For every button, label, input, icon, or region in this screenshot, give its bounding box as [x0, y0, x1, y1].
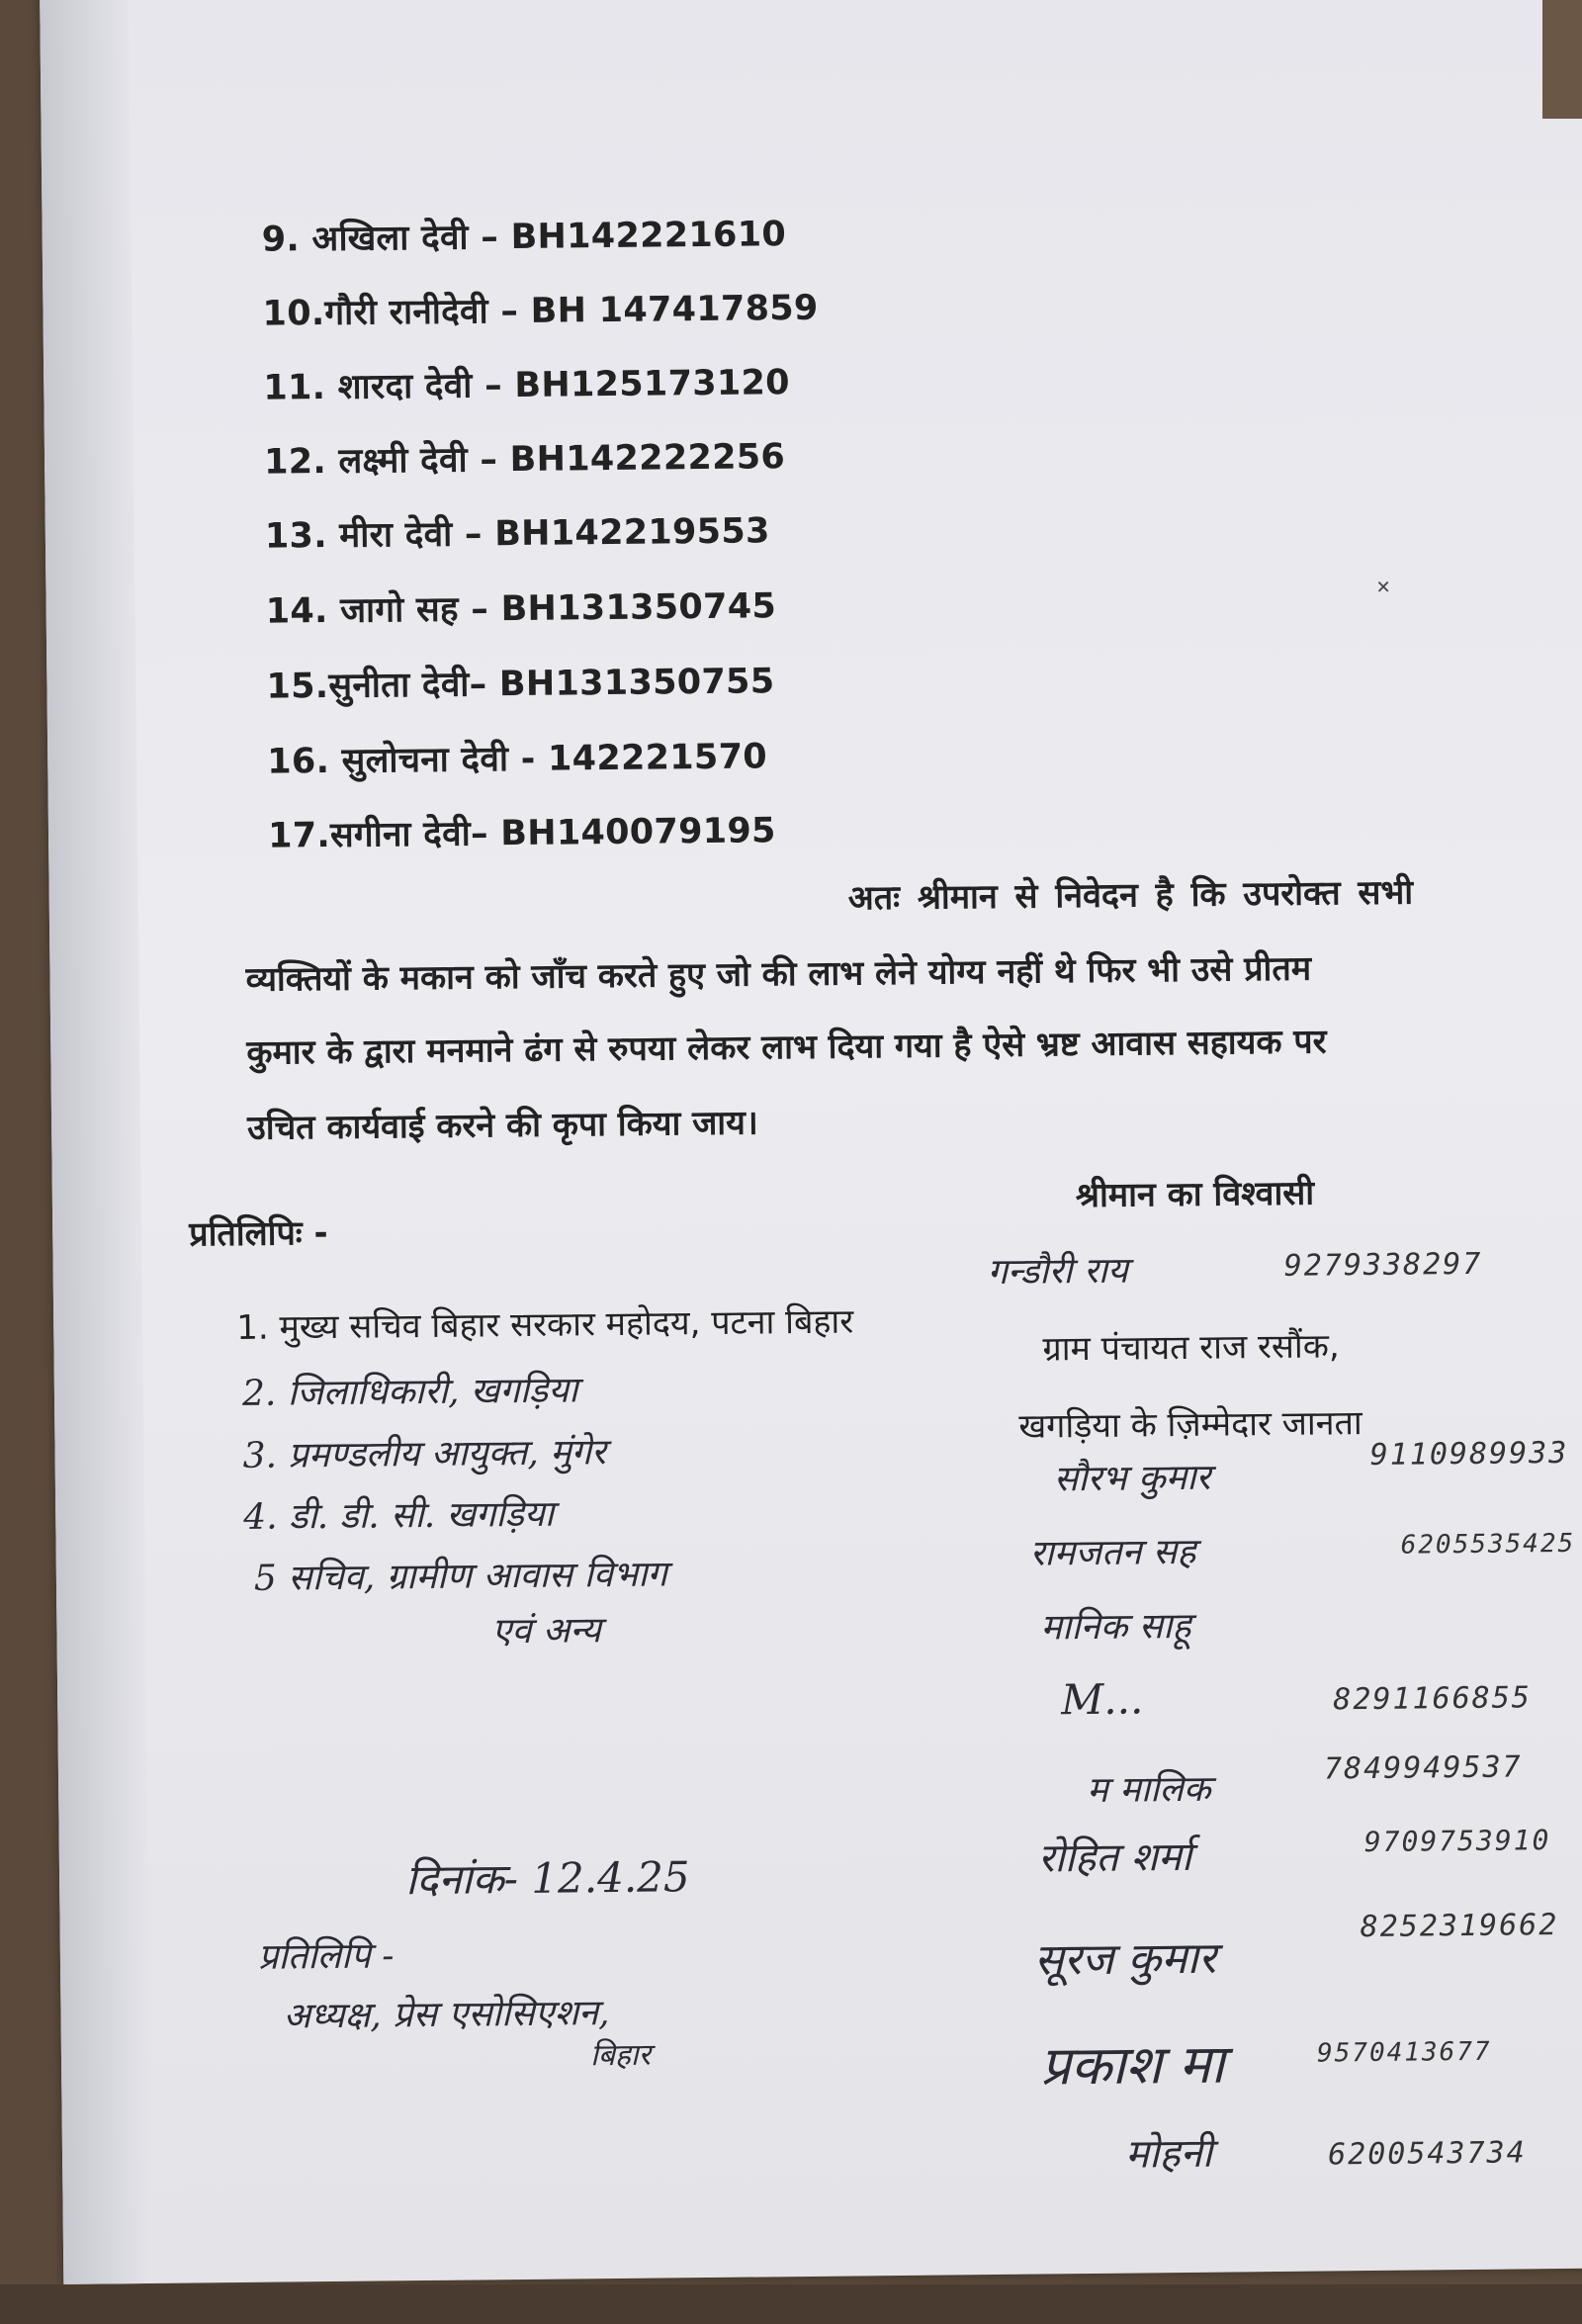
date: दिनांक- 12.4.25 — [404, 1852, 690, 1905]
signer-phone: 8291166855 — [1333, 1680, 1533, 1718]
stray-mark: ✕ — [1375, 577, 1391, 598]
copy-list-item: 4. डी. डी. सी. खगड़िया — [243, 1493, 555, 1538]
signer-name: गन्डौरी राय — [987, 1250, 1129, 1294]
press-copy-line: बिहार — [589, 2037, 652, 2074]
paragraph-line: उचित कार्यवाई करने की कृपा किया जाय। — [246, 1103, 758, 1148]
list-item: 16. सुलोचना देवी - 142221570 — [267, 737, 768, 782]
page-binding-edge — [40, 0, 152, 2284]
signer-name: सूरज कुमार — [1033, 1932, 1217, 1986]
signer-phone: 9709753910 — [1363, 1824, 1551, 1859]
list-item: 13. मीरा देवी – BH142219553 — [264, 511, 770, 557]
press-copy-line: अध्यक्ष, प्रेस एसोसिएशन, — [283, 1993, 610, 2037]
background-corner — [1542, 0, 1582, 119]
copy-list-item: 3. प्रमण्डलीय आयुक्त, मुंगेर — [242, 1432, 606, 1476]
list-item: 9. अखिला देवी – BH142221610 — [261, 215, 787, 260]
signer-name: प्रकाश मा — [1039, 2032, 1225, 2098]
signer-name: सौरभ कुमार — [1053, 1457, 1211, 1500]
signer-phone: 9279338297 — [1283, 1246, 1483, 1284]
signer-name: म मालिक — [1087, 1768, 1211, 1812]
signer-name: रोहित शर्मा — [1037, 1833, 1192, 1882]
copy-list-item: एवं अन्य — [491, 1610, 602, 1653]
list-item: 15.सुनीता देवी– BH131350755 — [266, 662, 775, 707]
paragraph-line: कुमार के द्वारा मनमाने ढंग से रुपया लेकर लाभ दिया गया है ऐसे भ्रष्ट आवास सहायक पर — [246, 1022, 1327, 1073]
press-copy-heading: प्रतिलिपि - — [257, 1935, 395, 1978]
list-item: 12. लक्ष्मी देवी – BH142222256 — [263, 437, 786, 483]
copy-list-item: 1. मुख्य सचिव बिहार सरकार महोदय, पटना बिहार — [236, 1301, 854, 1348]
document-page — [40, 0, 1582, 2284]
signer-phone: 9570413677 — [1316, 2036, 1492, 2069]
paragraph-line: अतः श्रीमान से निवेदन है कि उपरोक्त सभी — [847, 872, 1414, 919]
list-item: 17.सगीना देवी– BH140079195 — [267, 811, 776, 856]
signer-phone: 8252319662 — [1360, 1908, 1559, 1945]
signer-name: मानिक साहू — [1040, 1605, 1191, 1649]
background-surface — [0, 2284, 1582, 2324]
copy-heading: प्रतिलिपिः - — [189, 1213, 328, 1255]
signer-phone: 6205535425 — [1400, 1528, 1576, 1561]
list-item: 11. शारदा देवी – BH125173120 — [263, 363, 791, 408]
closing-salutation: श्रीमान का विश्वासी — [1075, 1173, 1315, 1216]
signer-name: M... — [1061, 1674, 1144, 1725]
copy-list-item: 5 सचिव, ग्रामीण आवास विभाग — [253, 1554, 668, 1599]
list-item: 10.गौरी रानीदेवी – BH 147417859 — [262, 288, 819, 334]
signer-name: रामजतन सह — [1029, 1531, 1196, 1574]
signer-phone: 7849949537 — [1323, 1749, 1523, 1787]
village-line: ग्राम पंचायत राज रसौंक, — [1042, 1326, 1340, 1370]
paragraph-line: व्यक्तियों के मकान को जाँच करते हुए जो की लाभ लेने योग्य नहीं थे फिर भी उसे प्रीतम — [245, 948, 1312, 1000]
signer-phone: 6200543734 — [1327, 2135, 1527, 2173]
signer-name: मोहनी — [1124, 2130, 1213, 2178]
signer-phone: 9110989933 — [1369, 1435, 1569, 1473]
copy-list-item: 2. जिलाधिकारी, खगड़िया — [241, 1370, 578, 1414]
list-item: 14. जागो सह – BH131350745 — [265, 586, 777, 632]
district-line: खगड़िया के ज़िम्मेदार जानता — [1018, 1403, 1362, 1447]
